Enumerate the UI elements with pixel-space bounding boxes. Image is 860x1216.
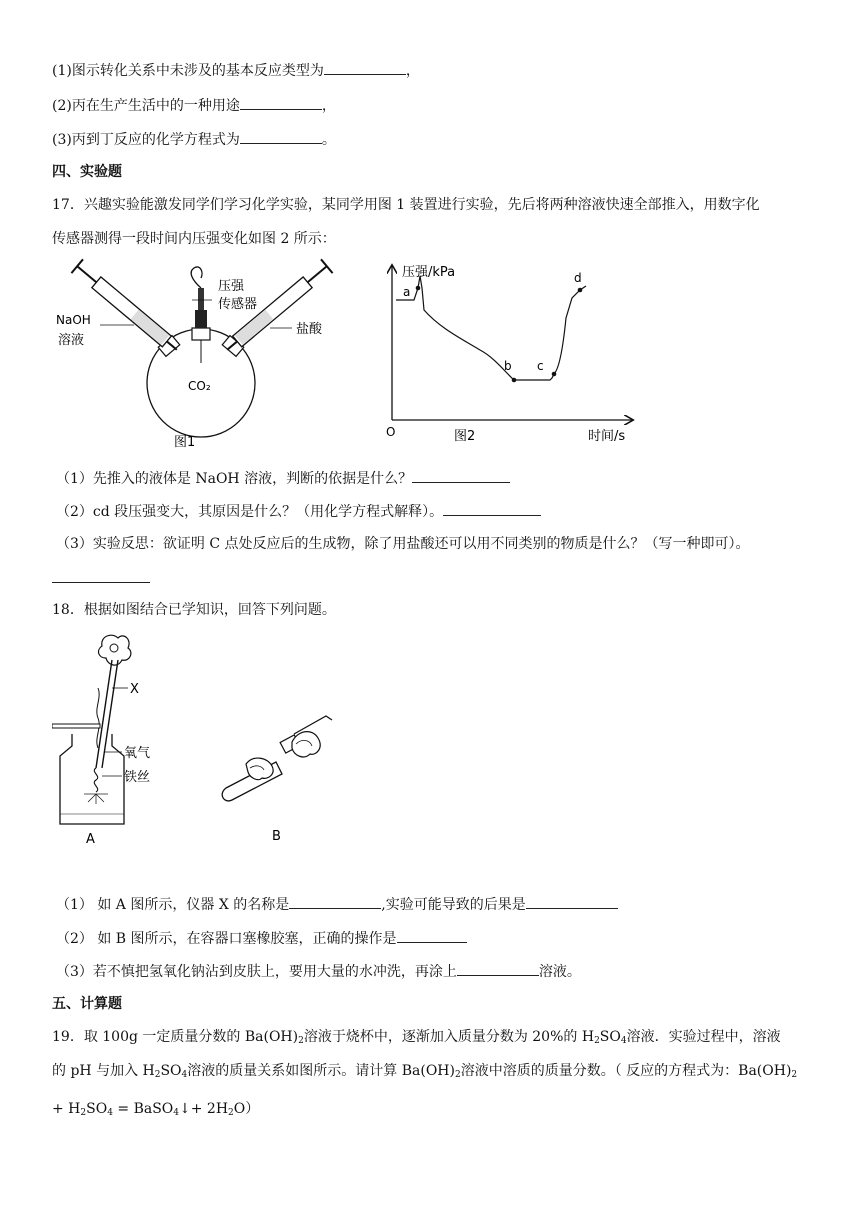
q19-line1: 19．取 100g 一定质量分数的 $Ba(OH)_2$溶液于烧杯中，逐渐加入质量分数为 20%的 $H_2SO_4$溶液．实验过程中，溶液 (52, 1029, 781, 1046)
section-heading-calculation: 五、计算题 (52, 996, 122, 1012)
hcl-label: 盐酸 (296, 322, 323, 337)
figure-2-caption: 图2 (454, 429, 476, 444)
y-axis-label: 压强/kPa (402, 265, 456, 280)
oxygen-label: 氧气 (124, 746, 151, 761)
point-d-label: d (574, 271, 582, 285)
co2-label: CO₂ (188, 379, 211, 393)
q18-sub2: （2） 如 B 图所示，在容器口塞橡胶塞，正确的操作是 (56, 928, 467, 949)
solution-label: 溶液 (58, 333, 85, 348)
q17-stem-line1: 17．兴趣实验能激发同学们学习化学实验，某同学用图 1 装置进行实验，先后将两种溶液快速全部推入，用数字化 (52, 197, 760, 213)
figure-2-pressure-chart (380, 258, 650, 448)
answer-blank[interactable] (52, 568, 150, 583)
figure-b-stopper-operation (206, 708, 366, 848)
iron-wire-label: 铁丝 (124, 770, 151, 785)
answer-blank[interactable] (289, 894, 381, 909)
q17-sub3: （3）实验反思：欲证明 C 点处反应后的生成物，除了用盐酸还可以用不同类别的物质是什么？（写一种即可）。 (56, 536, 750, 552)
answer-blank[interactable] (443, 501, 541, 516)
figure-b-caption: B (272, 829, 281, 844)
figure-1-caption: 图1 (174, 435, 196, 450)
section-heading-experiment: 四、实验题 (52, 164, 122, 180)
figure-a-iron-combustion (52, 628, 182, 848)
q17-sub1: （1）先推入的液体是 NaOH 溶液，判断的依据是什么？ (56, 468, 510, 489)
q18-stem: 18．根据如图结合已学知识，回答下列问题。 (52, 602, 336, 618)
origin-label: O (386, 425, 396, 439)
answer-blank[interactable] (457, 961, 539, 976)
answer-blank[interactable] (324, 60, 406, 75)
answer-blank[interactable] (526, 894, 618, 909)
q18-sub3: （3）若不慎把氢氧化钠沾到皮肤上，要用大量的水冲洗，再涂上 溶液。 (56, 961, 581, 982)
q18-sub1: （1） 如 A 图所示，仪器 X 的名称是 ,实验可能导致的后果是 (56, 894, 618, 915)
q16-part1: (1)图示转化关系中未涉及的基本反应类型为 ， (52, 60, 420, 81)
q19-line3: + $H_2SO_4$ = BaSO$_4$↓+ $2H_2O$） (52, 1101, 260, 1118)
x-axis-label: 时间/s (588, 429, 626, 444)
answer-blank[interactable] (240, 129, 322, 144)
q19-line2: 的 pH 与加入 $H_2SO_4$溶液的质量关系如图所示。请计算 $Ba(OH)_2$溶液中溶质的质量分数。（ 反应的方程式为：$Ba(OH)_2$ (52, 1063, 798, 1080)
figure-a-caption: A (86, 832, 95, 847)
q17-sub2: （2）cd 段压强变大，其原因是什么？（用化学方程式解释）。 (56, 501, 541, 522)
q16-part2: (2)丙在生产生活中的一种用途 ， (52, 95, 336, 116)
q16-part3: (3)丙到丁反应的化学方程式为 。 (52, 129, 336, 150)
point-c-label: c (537, 359, 544, 373)
x-label: X (130, 682, 139, 697)
point-b-label: b (504, 359, 512, 373)
q17-stem-line2: 传感器测得一段时间内压强变化如图 2 所示： (52, 231, 336, 247)
answer-blank[interactable] (397, 928, 467, 943)
answer-blank[interactable] (412, 468, 510, 483)
figure-1-apparatus (52, 258, 362, 458)
sensor-label: 传感器 (218, 297, 258, 312)
answer-blank[interactable] (240, 95, 322, 110)
pressure-label: 压强 (218, 279, 245, 294)
point-a-label: a (403, 285, 411, 299)
naoh-label: NaOH (56, 313, 91, 327)
